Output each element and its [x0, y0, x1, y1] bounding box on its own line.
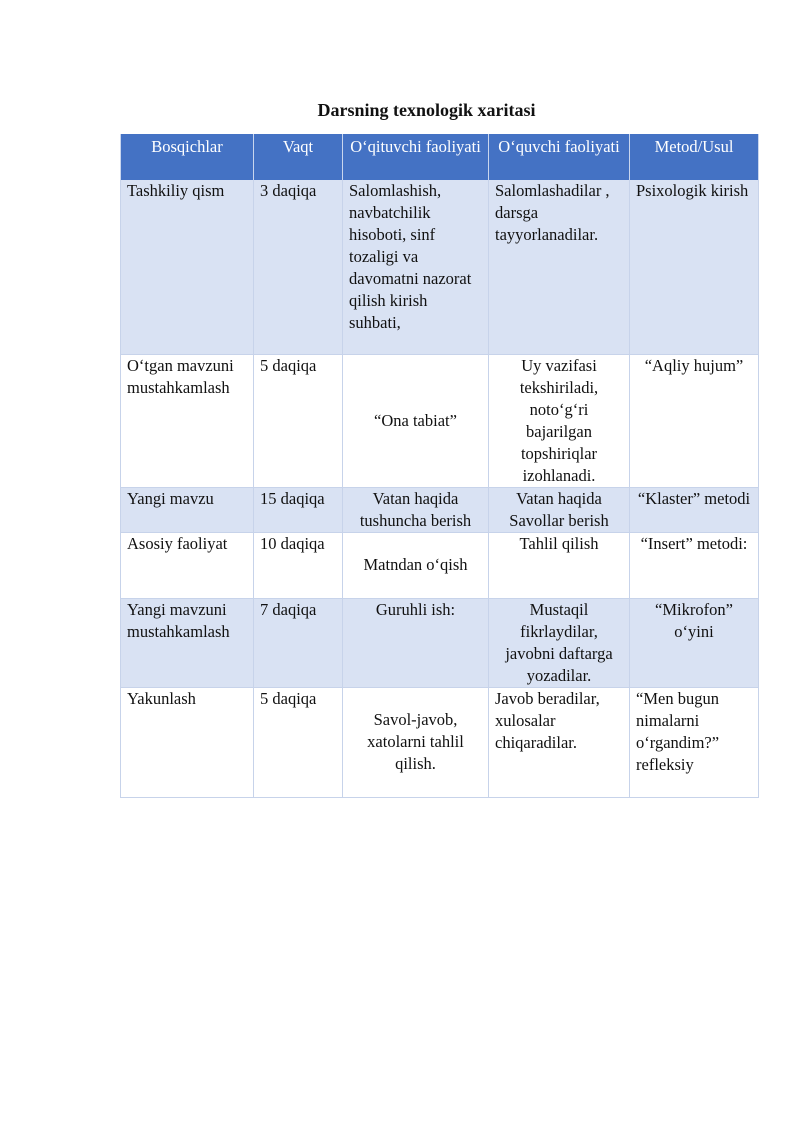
cell-time: 5 daqiqa: [254, 354, 343, 487]
cell-stage: O‘tgan mavzuni mustahkamlash: [121, 354, 254, 487]
document-title: Darsning texnologik xaritasi: [317, 100, 536, 120]
header-teacher-activity: O‘qituvchi faoliyati: [343, 134, 489, 180]
cell-student: Uy vazifasi tekshiriladi, noto‘g‘ri bajarilgan topshiriqlar izohlanadi.: [489, 354, 630, 487]
cell-time: 10 daqiqa: [254, 532, 343, 598]
cell-time: 3 daqiqa: [254, 180, 343, 354]
cell-student: Salomlashadilar , darsga tayyorlanadilar.: [489, 180, 630, 354]
cell-stage: Yangi mavzu: [121, 487, 254, 532]
table-row: [121, 180, 759, 354]
cell-stage: Asosiy faoliyat: [121, 532, 254, 598]
header-student-activity: O‘quvchi faoliyati: [489, 134, 630, 180]
header-stages: Bosqichlar: [121, 134, 254, 180]
cell-student: Mustaqil fikrlaydilar, javobni daftarga yozadilar.: [489, 598, 630, 687]
cell-method: Psixologik kirish: [630, 180, 759, 354]
cell-method: “Mikrofon” o‘yini: [630, 598, 759, 687]
table-row: [121, 532, 759, 598]
cell-method: “Aqliy hujum”: [630, 354, 759, 487]
cell-stage: Yangi mavzuni mustahkamlash: [121, 598, 254, 687]
cell-method: “Men bugun nimalarni o‘rgandim?” refleksiy: [630, 687, 759, 797]
header-time: Vaqt: [254, 134, 343, 180]
cell-method: “Insert” metodi:: [630, 532, 759, 598]
cell-time: 5 daqiqa: [254, 687, 343, 797]
cell-time: 7 daqiqa: [254, 598, 343, 687]
cell-method: “Klaster” metodi: [630, 487, 759, 532]
table-row: [121, 354, 759, 487]
cell-teacher: Guruhli ish:: [343, 598, 489, 687]
cell-student: Tahlil qilish: [489, 532, 630, 598]
header-method: Metod/Usul: [630, 134, 759, 180]
table-row: [121, 687, 759, 797]
cell-student: Vatan haqida Savollar berish: [489, 487, 630, 532]
cell-teacher: Matndan o‘qish: [343, 532, 489, 598]
lesson-plan-table: [120, 134, 759, 798]
cell-teacher: Salomlashish, navbatchilik hisoboti, sinf tozaligi va davomatni nazorat qilish kirish suhbati,: [343, 180, 489, 354]
cell-teacher: “Ona tabiat”: [343, 354, 489, 487]
cell-stage: Tashkiliy qism: [121, 180, 254, 354]
cell-time: 15 daqiqa: [254, 487, 343, 532]
cell-student: Javob beradilar, xulosalar chiqaradilar.: [489, 687, 630, 797]
table-row: [121, 487, 759, 532]
cell-teacher: Savol-javob, xatolarni tahlil qilish.: [343, 687, 489, 797]
cell-stage: Yakunlash: [121, 687, 254, 797]
cell-teacher: Vatan haqida tushuncha berish: [343, 487, 489, 532]
table-row: [121, 598, 759, 687]
table-header-row: [121, 134, 759, 180]
